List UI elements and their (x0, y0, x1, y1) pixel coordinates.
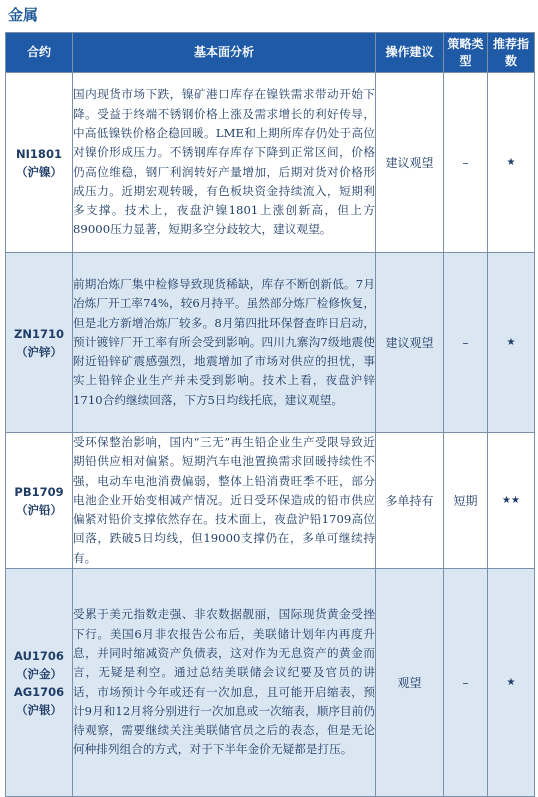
rating-stars: ★ (488, 569, 535, 797)
strategy-cell: – (444, 73, 488, 253)
advice-cell: 建议观望 (376, 253, 444, 433)
contract-code: ZN1710 (14, 326, 64, 341)
rating-stars: ★ (488, 253, 535, 433)
analysis-cell: 受环保整治影响，国内“三无”再生铅企业生产受限导致近期铅供应相对偏紧。短期汽车电池置换需求回暖持续性不强，电动车电池消费偏弱，整体上铅消费旺季不旺，部分电池企业开始变相减产情况。近日受环保造成的铅市供应偏紧对铅价支撑依然存在。技术面上，夜盘沪铅1709高位回落，跌破5日均线，但19000支撑仍在，多单可继续持有。 (73, 433, 376, 569)
contract-name: （沪金） (16, 666, 62, 681)
contract-cell (6, 253, 73, 433)
analysis-cell: 国内现货市场下跌，镍矿港口库存在镍铁需求带动开始下降。受益于终端不锈钢价格上涨及需求增长的利好传导，中高低镍铁价格企稳回暖。LME和上期所库存仍处于高位对镍价形成压力。不锈钢库存库存下降到正常区间，价格仍高位维稳，钢厂利润转好产量增加，后期对货对价格形成压力。近期宏观转暖，有色板块资金持续流入，短期利多支撑。技术上，夜盘沪镍1801上涨创新高，但上方89000压力显著，短期多空分歧较大，建议观望。 (73, 73, 376, 253)
analysis-cell: 前期冶炼厂集中检修导致现货稀缺，库存不断创新低。7月冶炼厂开工率74%，较6月持平。虽然部分炼厂检修恢复，但是北方新增冶炼厂较多。8月第四批环保督查昨日启动，预计镀锌厂开工率有所会受到影响。四川九寨沟7级地震使附近铅锌矿震感强烈，地震增加了市场对供应的担忧，事实上铅锌企业生产并未受到影响。技术上看，夜盘沪锌1710合约继续回落，下方5日均线托底，建议观望。 (73, 253, 376, 433)
advice-cell: 多单持有 (376, 433, 444, 569)
table-row (6, 73, 535, 253)
table-row (6, 253, 535, 433)
contract-code: NI1801 (16, 146, 62, 161)
contract-cell (6, 569, 73, 797)
contract-cell (6, 73, 73, 253)
strategy-cell: 短期 (444, 433, 488, 569)
section-title: 金属 (8, 6, 39, 24)
contract-code: AU1706 (14, 648, 64, 663)
header-rating: 推荐指数 (488, 33, 535, 73)
header-row (6, 33, 535, 73)
contract-name: （沪锌） (16, 344, 62, 359)
table-row (6, 433, 535, 569)
strategy-cell: – (444, 569, 488, 797)
contract-cell (6, 433, 73, 569)
advice-cell: 建议观望 (376, 73, 444, 253)
analysis-cell: 受累于美元指数走强、非农数据靓丽，国际现货黄金受挫下行。美国6月非农报告公布后，美联储计划年内再度升息，并同时缩减资产负债表，这对作为无息资产的黄金而言，无疑是利空。通过总结美联储会议纪要及官员的讲话，市场预计今年或还有一次加息，且可能开启缩表，预计9月和12月将分别进行一次加息或一次缩表，顺序目前仍待观察，需要继续关注美联储官员之后的表态，但是无论何种排列组合的方式，对于下半年金价无疑都是打压。 (73, 569, 376, 797)
metals-table (5, 32, 535, 797)
header-analysis: 基本面分析 (73, 33, 376, 73)
advice-cell: 观望 (376, 569, 444, 797)
contract-code: AG1706 (13, 684, 65, 699)
contract-code: PB1709 (14, 484, 64, 499)
header-contract: 合约 (6, 33, 73, 73)
table-row (6, 569, 535, 797)
header-advice: 操作建议 (376, 33, 444, 73)
contract-name: （沪铅） (16, 502, 62, 517)
contract-name: （沪镍） (16, 164, 62, 179)
contract-name: （沪银） (16, 702, 62, 717)
rating-stars: ★★ (488, 433, 535, 569)
strategy-cell: – (444, 253, 488, 433)
header-strategy: 策略类型 (444, 33, 488, 73)
rating-stars: ★ (488, 73, 535, 253)
